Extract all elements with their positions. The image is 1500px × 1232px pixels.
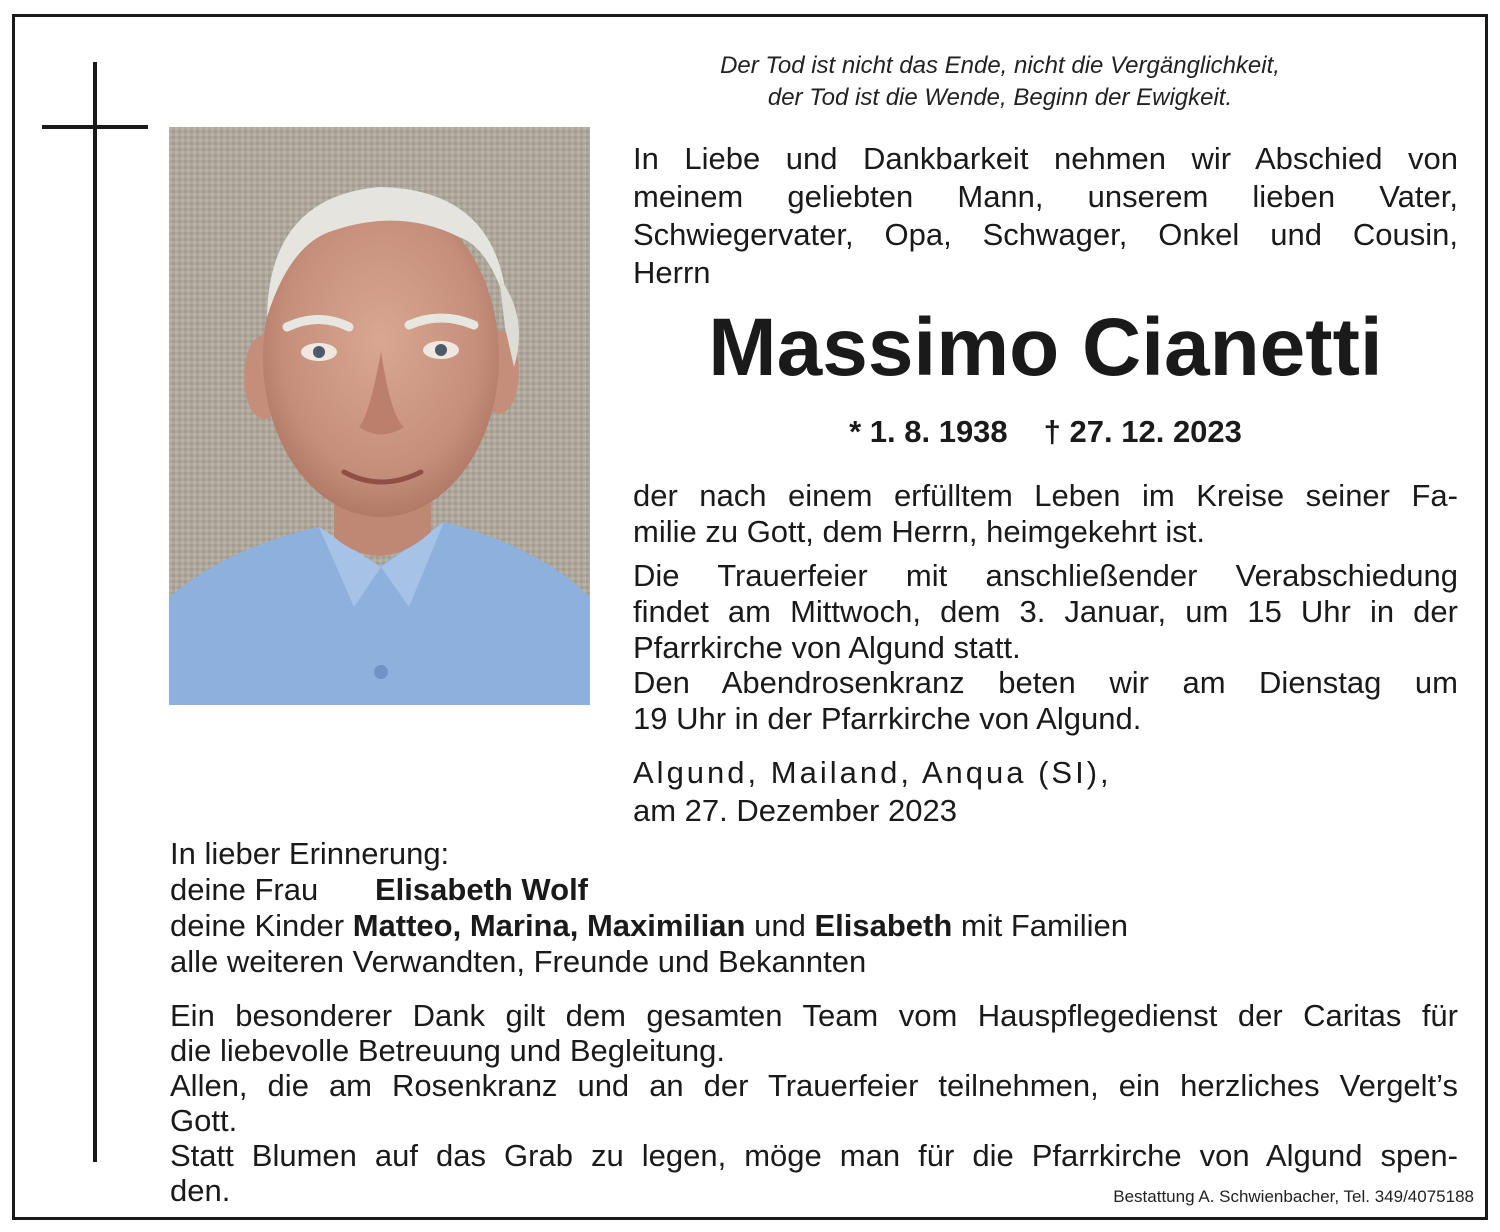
thanks-line-4: Gott. [170, 1103, 238, 1138]
family-section [170, 836, 1370, 980]
children-names: Matteo, Marina, Maximilian [352, 908, 746, 943]
wife-label: deine Frau [170, 872, 319, 907]
text-funeral [633, 558, 1458, 666]
quote [620, 50, 1380, 114]
children-and: und [754, 908, 806, 943]
thanks-line-5: Statt Blumen auf das Grab zu legen, möge man für die Pfarrkirche von Algund spen- [170, 1138, 1458, 1173]
portrait-illustration [169, 127, 590, 705]
family-children [170, 908, 1370, 944]
family-wife [170, 872, 1370, 908]
cross-icon-vertical [93, 62, 97, 1162]
quote-line-2: der Tod ist die Wende, Beginn der Ewigkeit. [767, 84, 1233, 111]
text-passing [633, 478, 1458, 550]
text-funeral-line-1: Die Trauerfeier mit anschließender Verabschiedung [633, 558, 1458, 593]
text-passing-line-1: der nach einem erfülltem Leben im Kreise seiner Fa- [633, 478, 1458, 513]
undertaker-credit: Bestattung A. Schwienbacher, Tel. 349/4075188 [1113, 1187, 1474, 1206]
birth-date: * 1. 8. 1938 [849, 414, 1008, 449]
intro-line-2: meinem geliebten Mann, unserem lieben Vater, [633, 179, 1458, 214]
text-rosary [633, 665, 1458, 737]
intro-line-3: Schwiegervater, Opa, Schwager, Onkel und Cousin, [633, 217, 1458, 252]
deceased-name: Massimo Cianetti [708, 302, 1383, 393]
text-funeral-line-3: Pfarrkirche von Algund statt. [633, 630, 1021, 665]
thanks-section [170, 998, 1458, 1208]
intro-line-4: Herrn [633, 255, 711, 290]
text-funeral-line-2: findet am Mittwoch, dem 3. Januar, um 15 Uhr in der [633, 594, 1458, 629]
text-passing-line-2: milie zu Gott, dem Herrn, heimgekehrt ist. [633, 514, 1205, 549]
portrait-photo [169, 127, 590, 705]
children-suffix: mit Familien [960, 908, 1128, 943]
intro-text [633, 140, 1458, 292]
thanks-line-6: den. [170, 1173, 231, 1208]
family-heading: In lieber Erinnerung: [170, 836, 450, 871]
intro-line-1: In Liebe und Dankbarkeit nehmen wir Abschied von [633, 141, 1458, 176]
place-line: Algund, Mailand, Anqua (SI), [633, 755, 1112, 790]
life-dates [633, 412, 1458, 452]
family-others: alle weiteren Verwandten, Freunde und Bekannten [170, 944, 867, 979]
quote-line-1: Der Tod ist nicht das Ende, nicht die Vergänglichkeit, [720, 52, 1280, 79]
text-rosary-line-1: Den Abendrosenkranz beten wir am Dienstag um [633, 665, 1458, 700]
death-date: † 27. 12. 2023 [1043, 414, 1242, 449]
thanks-line-3: Allen, die am Rosenkranz und an der Trauerfeier teilnehmen, ein herzliches Vergelt’s [170, 1068, 1458, 1103]
thanks-line-1: Ein besonderer Dank gilt dem gesamten Team vom Hauspflegedienst der Caritas für [170, 998, 1458, 1033]
wife-name: Elisabeth Wolf [375, 872, 589, 907]
children-label: deine Kinder [170, 908, 345, 943]
cross-icon-horizontal [42, 125, 148, 129]
date-line: am 27. Dezember 2023 [633, 793, 957, 828]
text-rosary-line-2: 19 Uhr in der Pfarrkirche von Algund. [633, 701, 1142, 736]
thanks-line-2: die liebevolle Betreuung und Begleitung. [170, 1033, 725, 1068]
place-and-date [633, 754, 1112, 830]
children-last: Elisabeth [814, 908, 953, 943]
